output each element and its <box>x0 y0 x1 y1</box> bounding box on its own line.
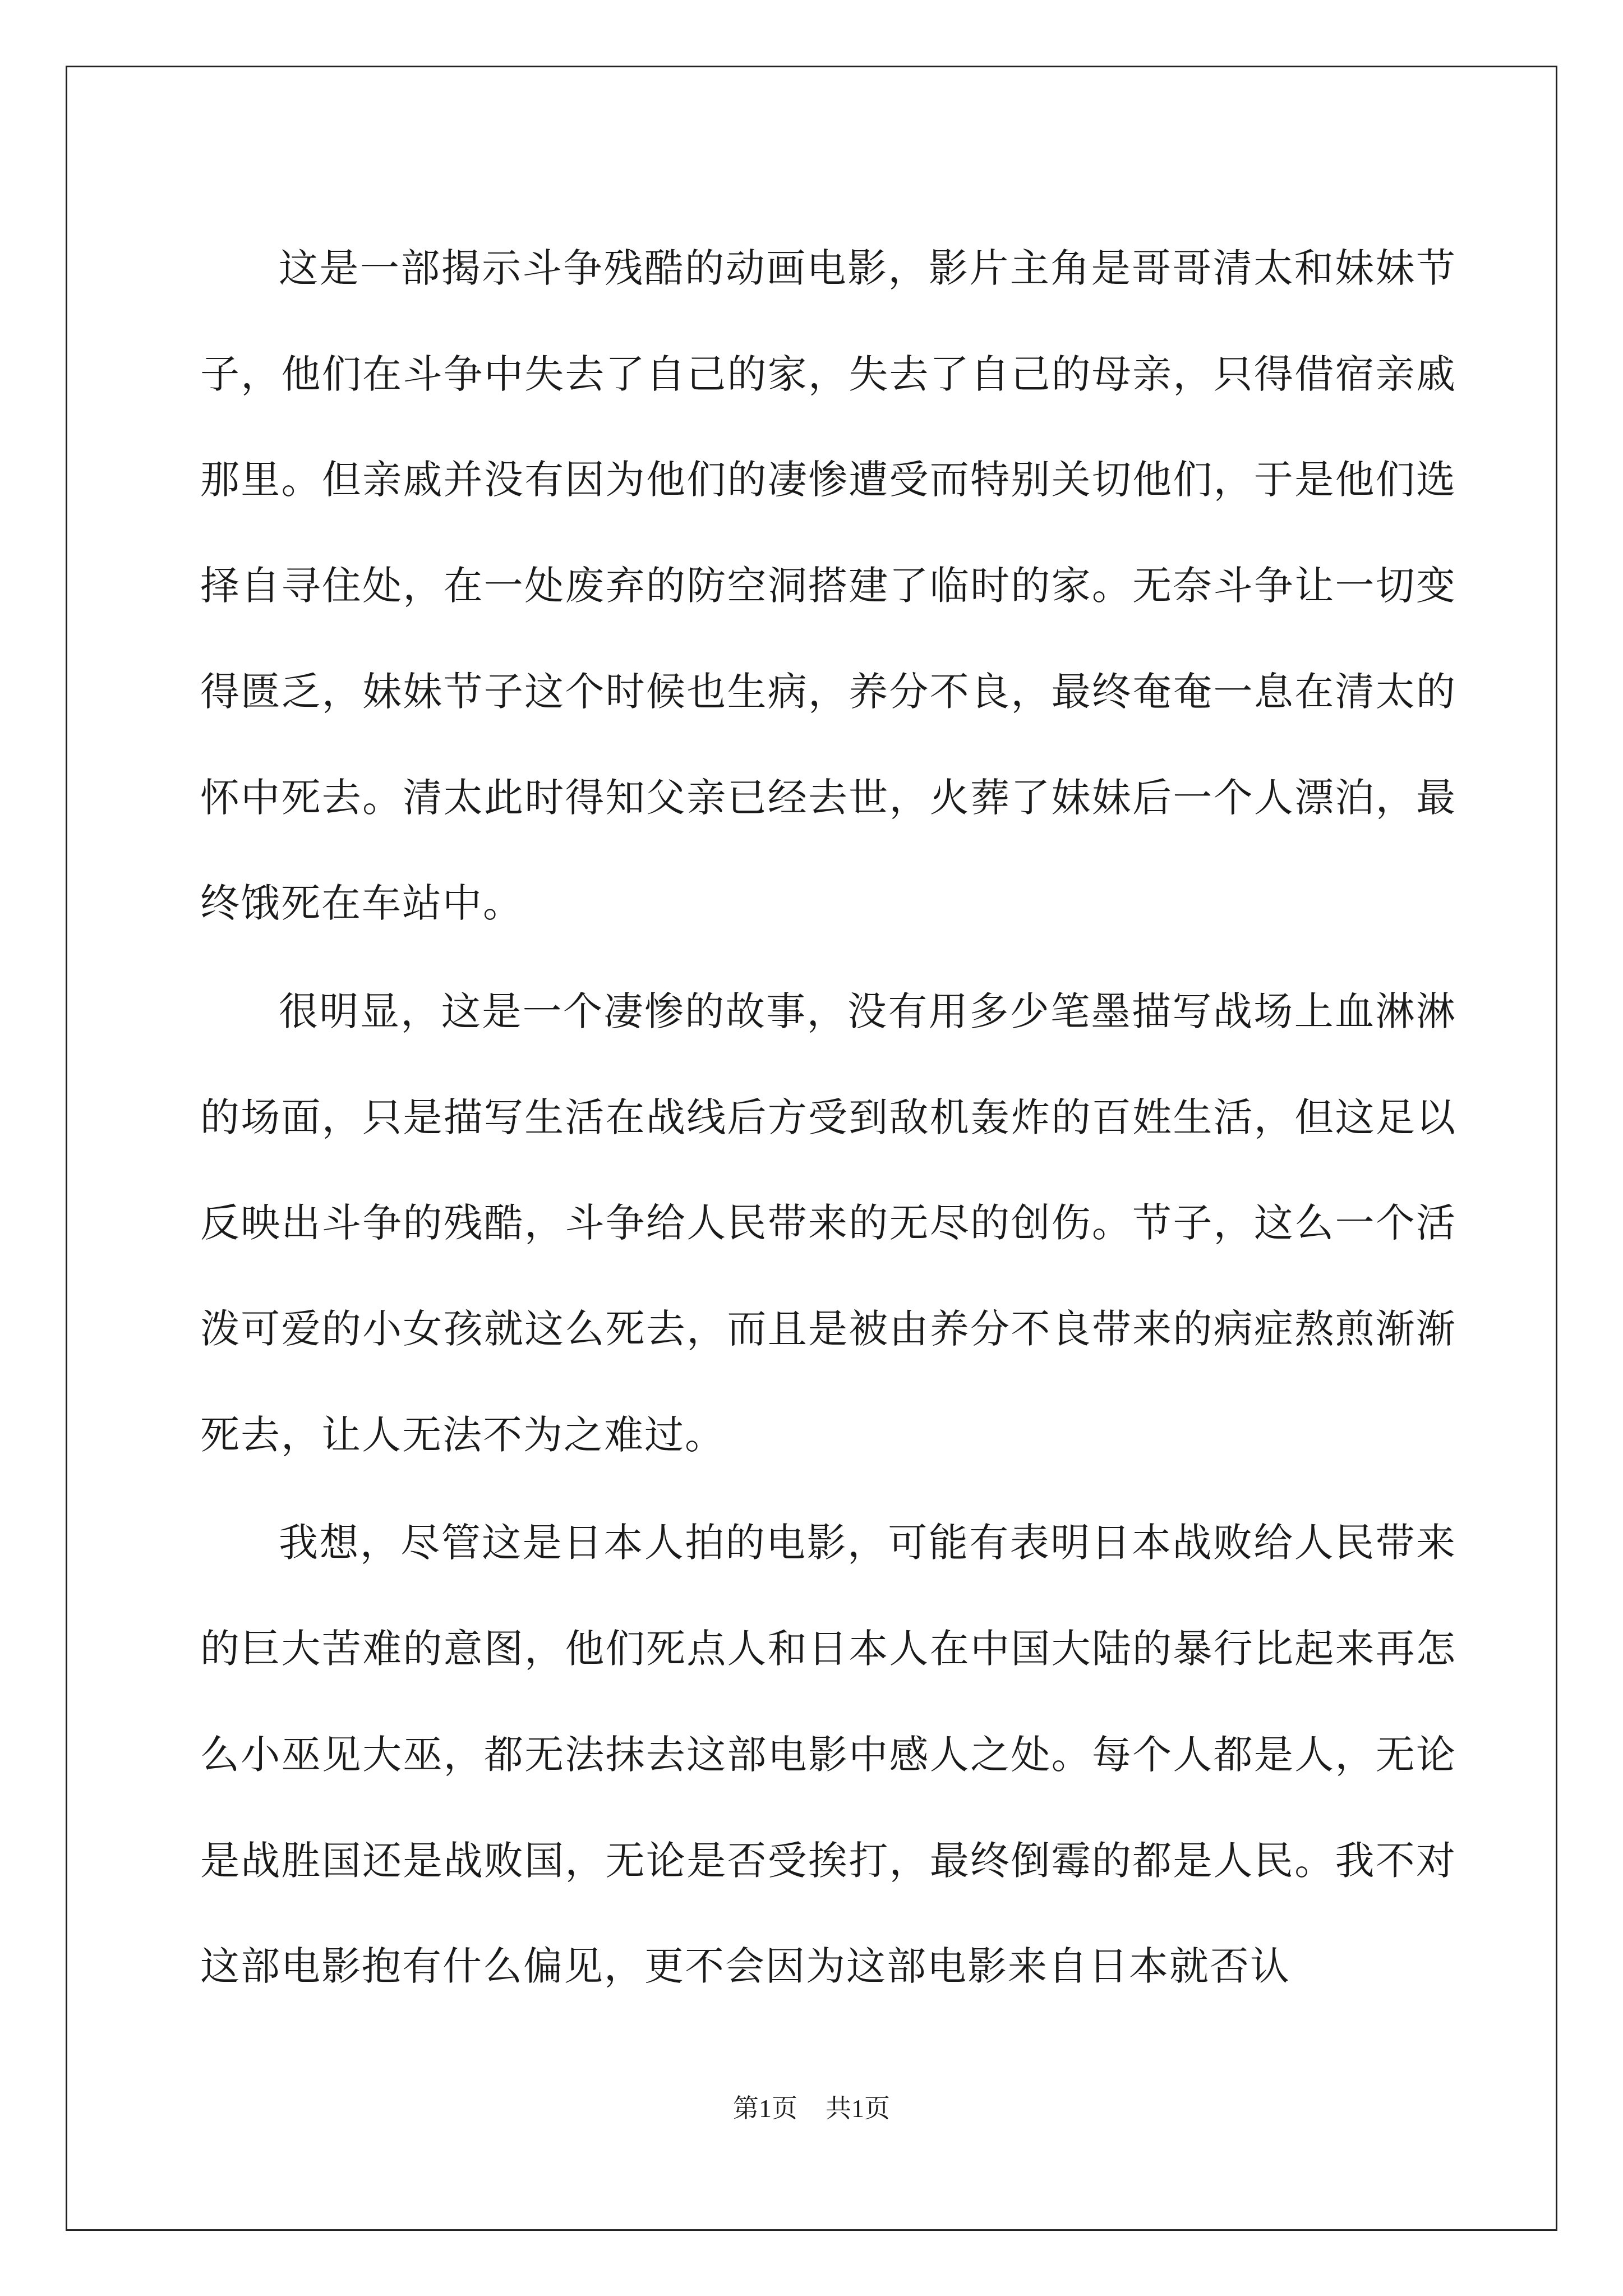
document-body <box>200 215 1456 2022</box>
paragraph-1: 这是一部揭示斗争残酷的动画电影，影片主角是哥哥清太和妹妹节子，他们在斗争中失去了自己的家，失去了自己的母亲，只得借宿亲戚那里。但亲戚并没有因为他们的凄惨遭受而特别关切他们，于是他们选择自寻住处，在一处废弃的防空洞搭建了临时的家。无奈斗争让一切变得匮乏，妹妹节子这个时候也生病，养分不良，最终奄奄一息在清太的怀中死去。清太此时得知父亲已经去世，火葬了妹妹后一个人漂泊，最终饿死在车站中。 <box>200 245 1456 927</box>
paragraph-3: 我想，尽管这是日本人拍的电影，可能有表明日本战败给人民带来的巨大苦难的意图，他们死点人和日本人在中国大陆的暴行比起来再怎么小巫见大巫，都无法抹去这部电影中感人之处。每个人都是人，无论是战胜国还是战败国，无论是否受挨打，最终倒霉的都是人民。我不对这部电影抱有什么偏见，更不会因为这部电影来自日本就否认 <box>200 1520 1456 1990</box>
page-number: 第1页 <box>733 2094 797 2123</box>
paragraph-2: 很明显，这是一个凄惨的故事，没有用多少笔墨描写战场上血淋淋的场面，只是描写生活在战线后方受到敌机轰炸的百姓生活，但这足以反映出斗争的残酷，斗争给人民带来的无尽的创伤。节子，这么一个活泼可爱的小女孩就这么死去，而且是被由养分不良带来的病症熬煎渐渐死去，让人无法不为之难过。 <box>200 988 1456 1458</box>
page-total: 共1页 <box>826 2094 890 2123</box>
page-footer <box>0 2088 1623 2125</box>
